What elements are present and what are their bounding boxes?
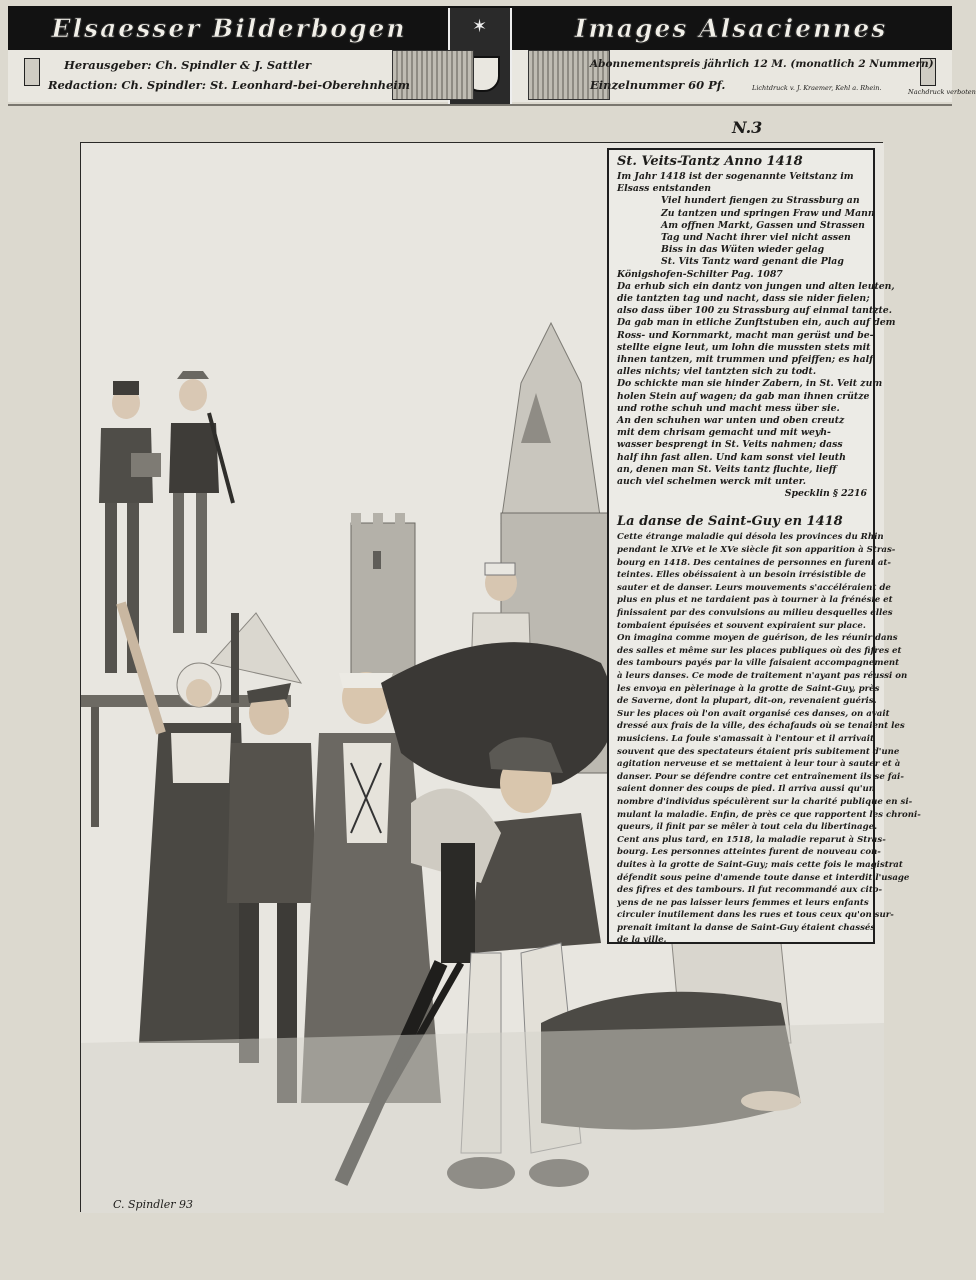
german-text-line: Tag und Nacht ihrer viel nicht assen xyxy=(661,232,851,244)
french-text-line: danser. Pour se défendre contre cet entraînement ils se fai- xyxy=(617,771,904,782)
french-text-line: agitation nerveuse et se mettaient à leur tour à sauter et à xyxy=(617,759,901,770)
town-vignette-left xyxy=(392,50,474,100)
title-german: Elsaesser Bilderbogen xyxy=(51,13,407,43)
german-text-line: also dass über 100 zu Strassburg auf einmal tantzte. xyxy=(617,305,892,317)
french-text-line: défendit sous peine d'amende toute danse et interdit l'usage xyxy=(617,872,910,883)
french-text-line: yens de ne pas laisser leurs femmes et leurs enfants xyxy=(617,897,869,908)
french-text-line: bourg. Les personnes atteintes furent de nouveau con- xyxy=(617,847,881,858)
french-text-line: sauter et de danser. Leurs mouvements s'accéléraient de xyxy=(617,582,891,593)
german-text-line: wasser besprengt in St. Veits nahmen; dass xyxy=(617,439,843,451)
french-title: La danse de Saint-Guy en 1418 xyxy=(617,514,843,530)
french-text-line: Cette étrange maladie qui désola les provinces du Rhin xyxy=(617,532,884,543)
german-text-line: Da gab man in etliche Zunftstuben ein, auch auf dem xyxy=(617,317,896,329)
single-issue-price: Einzelnummer 60 Pf. xyxy=(590,78,726,92)
publishers-line: Herausgeber: Ch. Spindler & J. Sattler xyxy=(64,58,312,72)
redaction-line: Redaction: Ch. Spindler: St. Leonhard-bei-Oberehnheim xyxy=(48,78,410,92)
french-text-line: souvent que des spectateurs étaient pris subitement d'une xyxy=(617,746,900,757)
german-text-line: Königshofen-Schilter Pag. 1087 xyxy=(617,268,783,280)
french-text-line: finissaient par des convulsions au milieu desquelles elles xyxy=(617,608,893,619)
french-text-line: pendant le XIVe et le XVe siècle fit son apparition à Stras- xyxy=(617,545,896,556)
title-french: Images Alsaciennes xyxy=(574,13,888,43)
ornament-star-icon: ✶ xyxy=(472,16,488,37)
german-text-line: Am offnen Markt, Gassen und Strassen xyxy=(661,219,865,231)
french-text-line: On imagina comme moyen de guérison, de les réunir dans xyxy=(617,633,898,644)
reprint-note: Nachdruck verboten xyxy=(908,88,976,96)
french-text-line: teintes. Elles obéissaient à un besoin irrésistible de xyxy=(617,570,867,581)
french-text-line: des fifres et des tambours. Il fut recommandé aux cito- xyxy=(617,885,883,896)
masthead xyxy=(8,6,976,102)
german-text-line: Ross- und Kornmarkt, macht man gerüst und be- xyxy=(617,329,874,341)
french-text-line: de Saverne, dont la plupart, dit-on, revenaient guéris. xyxy=(617,696,877,707)
german-text-line: Viel hundert fiengen zu Strassburg an xyxy=(661,195,860,207)
french-text-line: Cent ans plus tard, en 1518, la maladie reparut à Stras- xyxy=(617,834,886,845)
issue-number: N.3 xyxy=(732,118,763,137)
german-text-line: auch viel schelmen werck mit unter. xyxy=(617,476,806,488)
german-text-line: stellte eigne leut, um lohn die mussten stets mit xyxy=(617,341,871,353)
german-text-line: Im Jahr 1418 ist der sogenannte Veitstanz im xyxy=(617,171,854,182)
french-text-line: prenait imitant la danse de Saint-Guy étaient chassés xyxy=(617,922,876,933)
french-text-line: à leurs danses. Ce mode de traitement n'ayant pas réussi on xyxy=(617,671,908,682)
german-text-body xyxy=(617,171,896,500)
french-text-line: dressé aux frais de la ville, des échafauds où se tenaient les xyxy=(617,721,905,732)
french-text-line: plus en plus et ne tardaient pas à tourner à la frénésie et xyxy=(617,595,893,606)
german-text-line: Elsass entstanden xyxy=(617,183,712,195)
german-text-line: ihnen tantzen, mit trummen und pfeiffen; es half xyxy=(617,354,874,366)
french-text-line: mulant la maladie. Enfin, de près ce que rapportent les chroni- xyxy=(617,809,921,820)
german-text-line: An den schuhen war unten und oben creutz xyxy=(617,415,845,427)
title-band xyxy=(8,6,952,50)
french-text-line: Sur les places où l'on avait organisé ces danses, on avait xyxy=(617,708,890,719)
german-text-line: St. Vits Tantz ward genant die Plag xyxy=(661,256,844,268)
fleur-emblem-icon xyxy=(24,58,40,86)
french-text-line: de la ville. xyxy=(617,935,667,946)
french-text-line: saient donner des coups de pied. Il arriva aussi qu'un xyxy=(617,784,875,795)
french-text-line: bourg en 1418. Des centaines de personnes en furent at- xyxy=(617,557,891,568)
german-text-line: die tantzten tag und nacht, dass sie nider fielen; xyxy=(617,293,870,305)
french-text-line: des salles et même sur les places publiques où des fifres et xyxy=(617,645,902,656)
masthead-rule xyxy=(8,104,952,106)
text-panel xyxy=(607,148,921,946)
german-text-line: half ihn fast allen. Und kam sonst viel leuth xyxy=(617,451,846,463)
french-text-line: musiciens. La foule s'amassait à l'entour et il arrivait xyxy=(617,733,874,744)
artist-signature: C. Spindler 93 xyxy=(113,1198,194,1211)
french-text-body xyxy=(617,531,921,947)
german-text-line: und rothe schuh und macht mess über sie. xyxy=(617,402,840,414)
french-text-line: queurs, il finit par se mêler à tout cela du libertinage. xyxy=(617,822,878,833)
printer-credit: Lichtdruck v. J. Kraemer, Kehl a. Rhein. xyxy=(752,84,882,92)
german-text-line: Zu tantzen und springen Fraw und Mann xyxy=(661,207,875,219)
subscription-line: Abonnementspreis jährlich 12 M. (monatlich 2 Nummern) xyxy=(590,58,934,70)
french-text-line: les envoya en pèlerinage à la grotte de Saint-Guy, près xyxy=(617,683,880,694)
german-title: St. Veits-Tantz Anno 1418 xyxy=(617,154,803,169)
french-text-line: tombaient épuisées et souvent expiraient sur place. xyxy=(617,620,866,631)
german-text-line: Da erhub sich ein dantz von jungen und alten leuten, xyxy=(617,280,895,292)
french-text-line: circuler inutilement dans les rues et tous ceux qu'on sur- xyxy=(617,910,894,921)
french-text-line: des tambours payés par la ville faisaient accompagnement xyxy=(617,658,900,669)
german-text-line: alles nichts; viel tantzten sich zu todt. xyxy=(617,366,817,378)
german-text-line: holen Stein auf wagen; da gab man ihnen crütze xyxy=(617,390,870,402)
french-text-line: nombre d'individus spéculèrent sur la charité publique en si- xyxy=(617,796,913,807)
german-text-line: Do schickte man sie hinder Zabern, in St. Veit zum xyxy=(617,378,883,390)
german-text-line: an, denen man St. Veits tantz fluchte, lieff xyxy=(617,463,837,475)
german-text-line: Specklin § 2216 xyxy=(784,488,867,500)
german-text-line: mit dem chrisam gemacht und mit weyh- xyxy=(617,427,831,439)
german-text-line: Biss in das Wüten wieder gelag xyxy=(661,244,825,256)
french-text-line: duites à la grotte de Saint-Guy; mais cette fois le magistrat xyxy=(617,859,903,870)
